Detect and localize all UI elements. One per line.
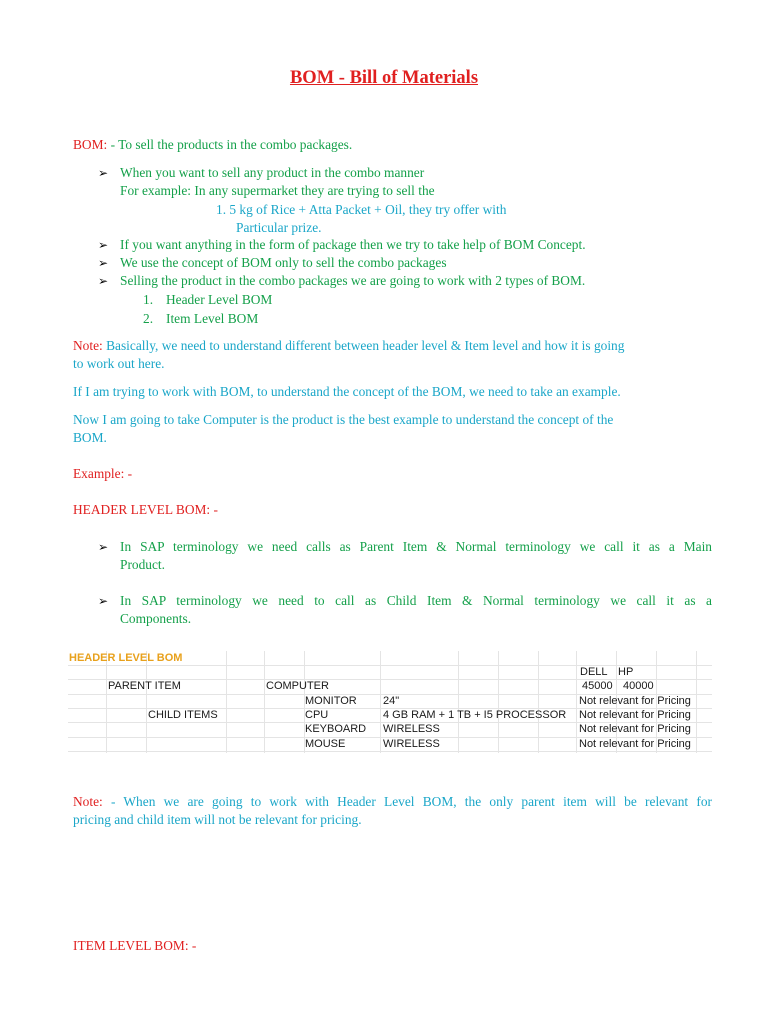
table-row-item: MONITOR <box>305 695 357 707</box>
table-row-item: CPU <box>305 709 329 721</box>
child-items-label: CHILD ITEMS <box>148 709 218 721</box>
paragraph-cont: BOM. <box>73 430 107 445</box>
bullet-item-cont: Product. <box>120 557 166 572</box>
bom-type-label: Item Level BOM <box>166 311 259 326</box>
note-text: - When we are going to work with Header Level BOM, the only parent item will be relevant for <box>102 794 712 809</box>
arrowhead-bullet-icon: ➢ <box>98 594 109 608</box>
price-value: 45000 <box>582 680 613 692</box>
parent-item-label: PARENT ITEM <box>108 680 181 692</box>
table-title: HEADER LEVEL BOM <box>69 652 183 664</box>
brand-header: HP <box>618 666 634 678</box>
arrowhead-bullet-icon: ➢ <box>98 238 109 252</box>
note-text-cont: to work out here. <box>73 356 165 371</box>
price-value: 40000 <box>623 680 654 692</box>
bullet-item: If you want anything in the form of package then we try to take help of BOM Concept. <box>120 237 586 252</box>
bullet-item: In SAP terminology we need to call as Child Item & Normal terminology we call it as a <box>120 593 712 608</box>
note-text: Basically, we need to understand different between header level & Item level and how it is going <box>102 338 625 353</box>
brand-header: DELL <box>580 666 608 678</box>
note-label: Note: <box>73 338 103 353</box>
table-row-spec: WIRELESS <box>383 723 440 735</box>
arrowhead-bullet-icon: ➢ <box>98 166 109 180</box>
table-row-spec: 4 GB RAM + 1 TB + I5 PROCESSOR <box>383 709 567 721</box>
table-row-pricing: Not relevant for Pricing <box>579 738 691 750</box>
header-level-bom-table <box>68 651 712 753</box>
item-level-bom-heading: ITEM LEVEL BOM: - <box>73 938 197 953</box>
note-line <box>73 794 712 810</box>
bom-type-number: 2. <box>143 311 154 326</box>
table-row-pricing: Not relevant for Pricing <box>579 695 691 707</box>
parent-item-value: COMPUTER <box>266 680 329 692</box>
arrowhead-bullet-icon: ➢ <box>98 256 109 270</box>
paragraph: Now I am going to take Computer is the product is the best example to understand the concept of the <box>73 412 614 427</box>
bullet-item: In SAP terminology we need calls as Parent Item & Normal terminology we call it as a Main <box>120 539 712 554</box>
table-row-spec: WIRELESS <box>383 738 440 750</box>
arrowhead-bullet-icon: ➢ <box>98 540 109 554</box>
bullet-item: When you want to sell any product in the combo manner <box>120 165 425 180</box>
paragraph: If I am trying to work with BOM, to understand the concept of the BOM, we need to take an example. <box>73 384 621 399</box>
intro-line <box>73 137 352 153</box>
table-row-pricing: Not relevant for Pricing <box>579 709 691 721</box>
note-text-cont: pricing and child item will not be relevant for pricing. <box>73 812 362 827</box>
table-row-item: MOUSE <box>305 738 346 750</box>
bullet-item-cont: Components. <box>120 611 192 626</box>
page-title: BOM - Bill of Materials <box>289 68 479 88</box>
intro-text: - To sell the products in the combo packages. <box>107 137 353 152</box>
bullet-subtext: For example: In any supermarket they are trying to sell the <box>120 183 435 198</box>
note-line <box>73 338 624 354</box>
note-label: Note: <box>73 794 103 809</box>
header-level-bom-heading: HEADER LEVEL BOM: - <box>73 502 218 517</box>
bullet-item: Selling the product in the combo packages we are going to work with 2 types of BOM. <box>120 273 586 288</box>
bom-type-number: 1. <box>143 292 154 307</box>
table-row-spec: 24" <box>383 695 400 707</box>
example-heading: Example: - <box>73 466 133 481</box>
intro-label: BOM: <box>73 137 108 152</box>
bom-type-label: Header Level BOM <box>166 292 273 307</box>
table-row-item: KEYBOARD <box>305 723 367 735</box>
example-numbered-item-cont: Particular prize. <box>236 220 322 235</box>
bullet-item: We use the concept of BOM only to sell the combo packages <box>120 255 447 270</box>
table-row-pricing: Not relevant for Pricing <box>579 723 691 735</box>
arrowhead-bullet-icon: ➢ <box>98 274 109 288</box>
example-numbered-item: 1. 5 kg of Rice + Atta Packet + Oil, they try offer with <box>216 202 507 217</box>
